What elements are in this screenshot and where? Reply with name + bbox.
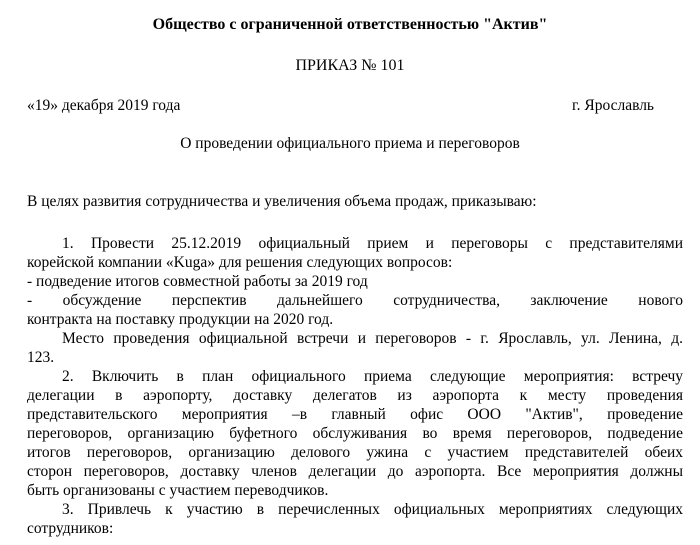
organization-name: Общество с ограниченной ответственностью "Актив" (152, 16, 548, 33)
body-line: контракта на поставку продукции на 2020 год. (27, 311, 334, 328)
body-line: - подведение итогов совместной работы за 2019 год (27, 273, 368, 290)
body-line: переговоров, организацию буфетного обслуживания во время переговоров, подведение (27, 425, 683, 442)
body-line: 3. Привлечь к участию в перечисленных официальных мероприятиях следующих (62, 501, 683, 518)
body-line: 123. (27, 349, 55, 366)
body-line: сторон переговоров, доставку членов делегации до аэропорта. Все мероприятия должны (27, 463, 683, 480)
order-subject: О проведении официального приема и переговоров (180, 135, 520, 152)
body-line: делегации в аэропорту, доставку делегатов из аэропорта к месту проведения (27, 387, 683, 404)
body-line: быть организованы с участием переводчиков. (27, 482, 329, 499)
body-line: Место проведения официальной встречи и переговоров - г. Ярославль, ул. Ленина, д. (62, 330, 683, 347)
body-line: 2. Включить в план официального приема следующие мероприятия: встречу (62, 368, 683, 385)
order-date: «19» декабря 2019 года (27, 97, 181, 114)
order-title: ПРИКАЗ № 101 (295, 57, 405, 74)
body-line: - обсуждение перспектив дальнейшего сотрудничества, заключение нового (27, 292, 683, 309)
preamble: В целях развития сотрудничества и увеличения объема продаж, приказываю: (27, 193, 537, 210)
body-line: итогов переговоров, организацию делового ужина с участием представителей обеих (27, 444, 683, 461)
order-city: г. Ярославль (572, 97, 654, 114)
body-line: корейской компании «Kuga» для решения следующих вопросов: (27, 254, 453, 271)
body-line: сотрудников: (27, 520, 114, 537)
body-line: 1. Провести 25.12.2019 официальный прием и переговоры с представителями (62, 235, 683, 252)
body-line: представительского мероприятия –в главный офис ООО "Актив", проведение (27, 406, 683, 423)
